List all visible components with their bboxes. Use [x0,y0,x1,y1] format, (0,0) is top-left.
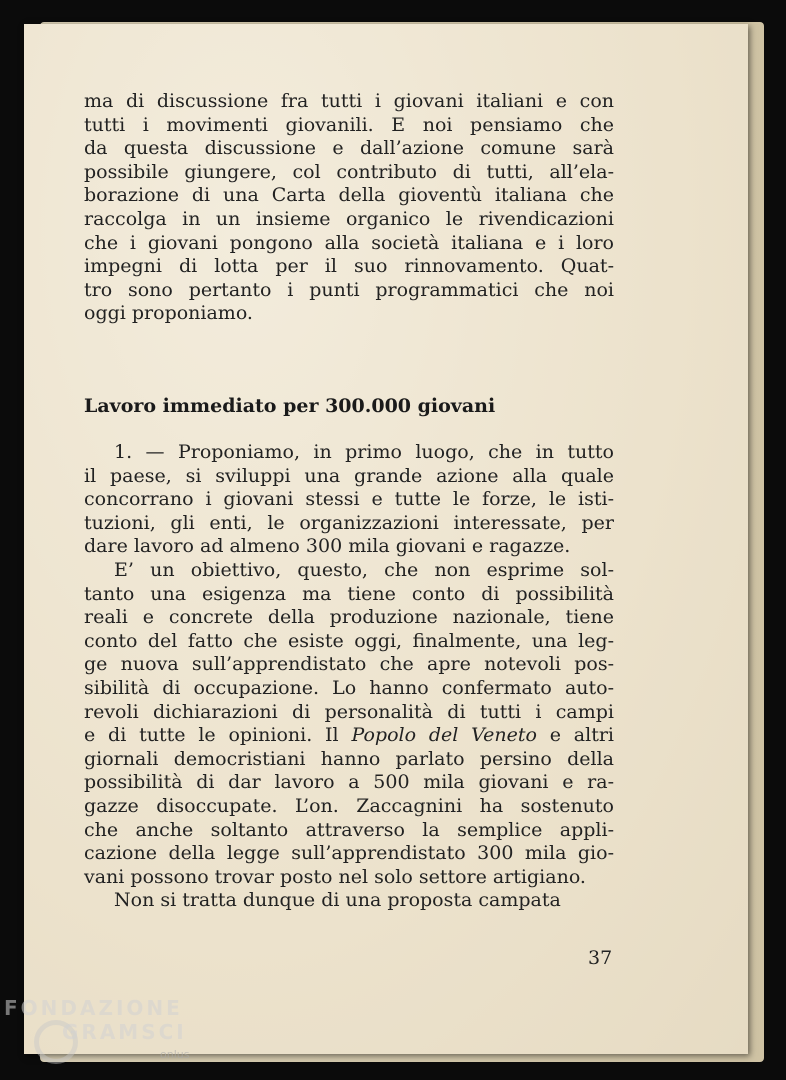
text-line: E’ un obiettivo, questo, che non esprime sol- [114,558,614,581]
text-line: tro sono pertanto i punti programmatici che noi [84,278,614,301]
text-line: tuzioni, gli enti, le organizzazioni interessate, per [84,511,614,534]
paragraph-1 [84,90,614,326]
watermark-text: GRAMSCI [62,1020,187,1044]
text-line: vani possono trovar posto nel solo settore artigiano. [84,865,586,888]
text-line: da questa discussione e dall’azione comune sarà [84,137,614,160]
text-line: conto del fatto che esiste oggi, finalmente, una leg- [84,629,614,652]
text-line: possibile giungere, col contributo di tutti, all’ela- [84,160,614,183]
text-line: borazione di una Carta della gioventù italiana che [84,184,614,207]
text-line: gazze disoccupate. L’on. Zaccagnini ha sostenuto [84,794,614,817]
text-line: cazione della legge sull’apprendistato 300 mila gio- [84,842,614,865]
text-line: dare lavoro ad almeno 300 mila giovani e ragazze. [84,535,571,558]
watermark-logo [2,990,202,1070]
text-line-with-italic [84,724,614,748]
text-line: ge nuova sull’apprendistato che apre notevoli pos- [84,653,614,676]
text-line: il paese, si sviluppi una grande azione alla quale [84,464,614,487]
watermark-text: onlus [160,1048,190,1061]
watermark-text: FONDAZIONE [4,996,183,1020]
text-line: giornali democristiani hanno parlato persino della [84,747,614,770]
newspaper-title: Popolo del Veneto [351,724,537,747]
text-line: che anche soltanto attraverso la semplice appli- [84,818,614,841]
text-fragment: e altri [536,724,614,747]
section-heading: Lavoro immediato per 300.000 giovani [84,395,496,417]
text-line: sibilità di occupazione. Lo hanno confermato auto- [84,676,614,699]
text-line: oggi proponiamo. [84,302,253,325]
text-line: tutti i movimenti giovanili. E noi pensiamo che [84,113,614,136]
text-line: che i giovani pongono alla società italiana e i loro [84,231,614,254]
text-line: concorrano i giovani stessi e tutte le forze, le isti- [84,488,614,511]
text-line: reali e concrete della produzione nazionale, tiene [84,606,614,629]
text-line: ma di discussione fra tutti i giovani italiani e con [84,90,614,112]
page-number: 37 [588,947,613,969]
text-fragment: e di tutte le opinioni. Il [84,724,352,747]
text-line: raccolga in un insieme organico le rivendicazioni [84,207,614,230]
text-line: revoli dichiarazioni di personalità di tutti i campi [84,700,614,723]
text-line: impegni di lotta per il suo rinnovamento. Quat- [84,255,614,278]
text-line: tanto una esigenza ma tiene conto di possibilità [84,582,614,605]
text-line: possibilità di dar lavoro a 500 mila giovani e ra- [84,771,614,794]
paragraph-2 [84,441,614,913]
text-line: Non si tratta dunque di una proposta campata [114,889,561,912]
text-line: 1. — Proponiamo, in primo luogo, che in tutto [114,441,614,463]
